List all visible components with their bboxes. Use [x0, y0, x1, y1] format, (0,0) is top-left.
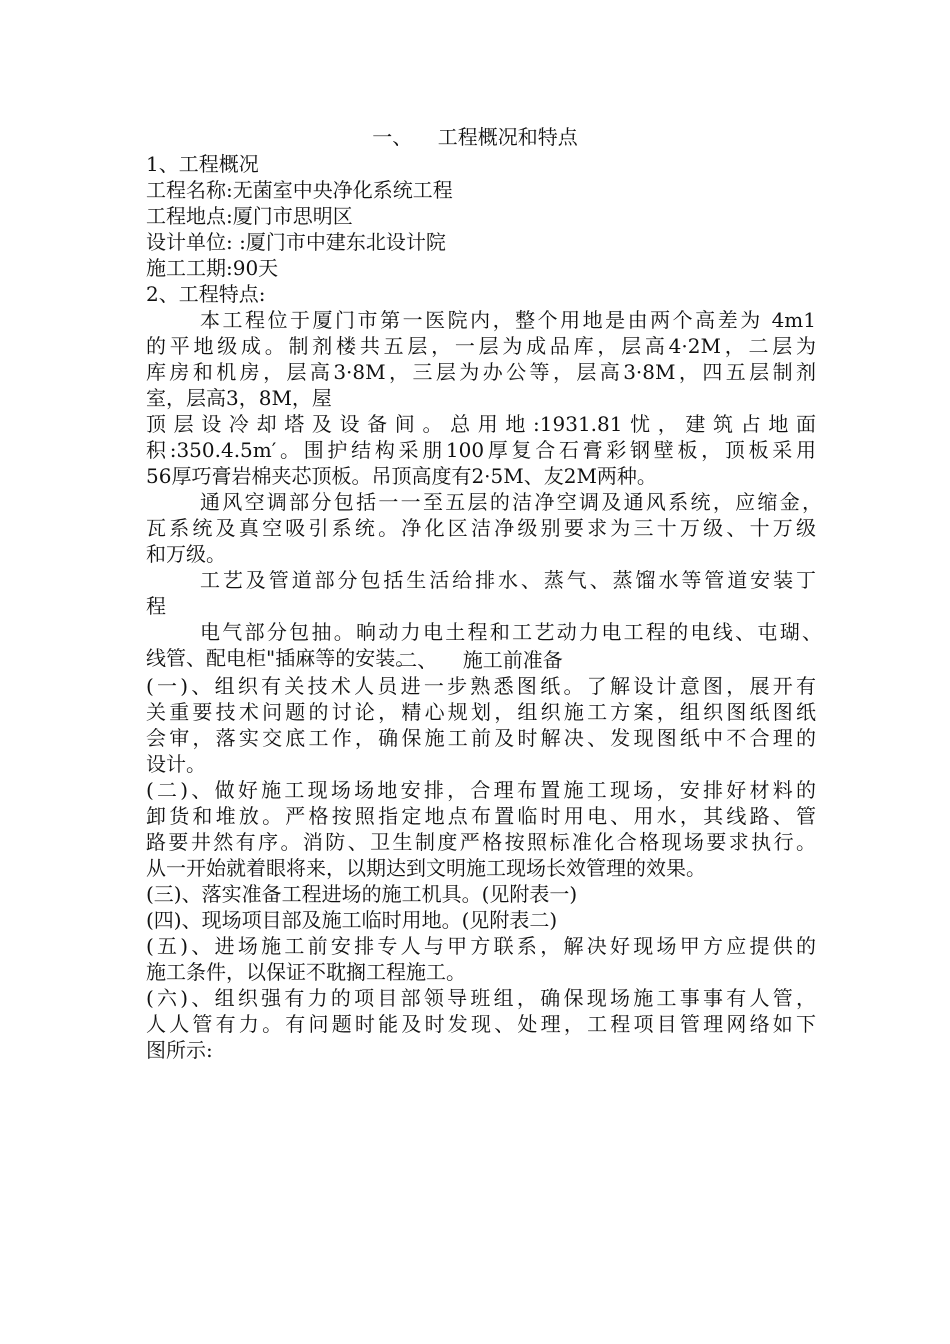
subheading-project-features: 2、工程特点: [146, 282, 266, 306]
list-item-line: 关重要技术问题的讨论，精心规划，组织施工方案，组织图纸图纸 [146, 700, 816, 724]
list-item-line: 从一开始就着眼将来，以期达到文明施工现场长效管理的效果。 [146, 856, 706, 880]
duration-line: 施工工期:90天 [146, 256, 279, 280]
project-site-line: 工程地点:厦门市思明区 [146, 204, 353, 228]
paragraph-line: 通风空调部分包括一一至五层的洁净空调及通风系统，应缩金， [200, 490, 822, 514]
paragraph-line: 本工程位于厦门市第一医院内，整个用地是由两个高差为 4m1 [200, 308, 816, 332]
list-item-line: (五)、进场施工前安排专人与甲方联系，解决好现场甲方应提供的 [146, 934, 816, 958]
list-item-line: 会审，落实交底工作，确保施工前及时解决、发现图纸中不合理的 [146, 726, 816, 750]
list-item-line: 卸货和堆放。严格按照指定地点布置临时用电、用水，其线路、管 [146, 804, 816, 828]
paragraph-line: 电气部分包抽。晌动力电土程和工艺动力电工程的电线、屯瑚、 [200, 620, 822, 644]
list-item-line: (六)、组织强有力的项目部领导班组，确保现场施工事事有人管， [146, 986, 816, 1010]
list-item-line: 图所示: [146, 1038, 213, 1062]
paragraph-line: 程 [146, 594, 166, 618]
project-name-line: 工程名称:无菌室中央净化系统工程 [146, 178, 453, 202]
list-item-line: 人人管有力。有问题时能及时发现、处理，工程项目管理网络如下 [146, 1012, 816, 1036]
list-item-line: 设计。 [146, 752, 206, 776]
paragraph-line: 线管、配电柜"插麻等的安装。 [146, 646, 416, 670]
list-item-line: (一)、组织有关技术人员进一步熟悉图纸。了解设计意图，展开有 [146, 674, 816, 698]
list-item-line: 路要井然有序。消防、卫生制度严格按照标准化合格现场要求执行。 [146, 830, 816, 854]
list-item-line: 施工条件，以保证不耽搁工程施工。 [146, 960, 466, 984]
paragraph-line: 积:350.4.5m′。围护结构采朋100厚复合石膏彩钢壁板，顶板采用 [146, 438, 816, 462]
paragraph-line: 室，层高3，8M，屋 [146, 386, 332, 410]
section-2-title: 二、 施工前准备 [397, 648, 563, 672]
paragraph-line: 56厚巧膏岩棉夹芯顶板。吊顶高度有2·5M、友2M两种。 [146, 464, 657, 488]
list-item-line: (四)、现场项目部及施工临时用地。(见附表二) [146, 908, 558, 932]
subheading-project-overview: 1、工程概况 [146, 152, 259, 176]
paragraph-line: 的平地级成。制剂楼共五层，一层为成品库，层高4·2M，二层为 [146, 334, 816, 358]
paragraph-line: 瓦系统及真空吸引系统。净化区洁净级别要求为三十万级、十万级 [146, 516, 816, 540]
paragraph-line: 和万级。 [146, 542, 226, 566]
paragraph-line: 工艺及管道部分包括生活给排水、蒸气、蒸馏水等管道安装丁 [200, 568, 816, 592]
list-item-line: (三)、落实准备工程进场的施工机具。(见附表一) [146, 882, 578, 906]
paragraph-line: 顶层设冷却塔及设备间。总用地:1931.81忧，建筑占地面 [146, 412, 816, 436]
section-1-title: 一、 工程概况和特点 [372, 125, 578, 149]
design-unit-line: 设计单位: :厦门市中建东北设计院 [146, 230, 446, 254]
paragraph-line: 库房和机房，层高3·8M，三层为办公等，层高3·8M，四五层制剂 [146, 360, 816, 384]
list-item-line: (二)、做好施工现场场地安排，合理布置施工现场，安排好材料的 [146, 778, 816, 802]
